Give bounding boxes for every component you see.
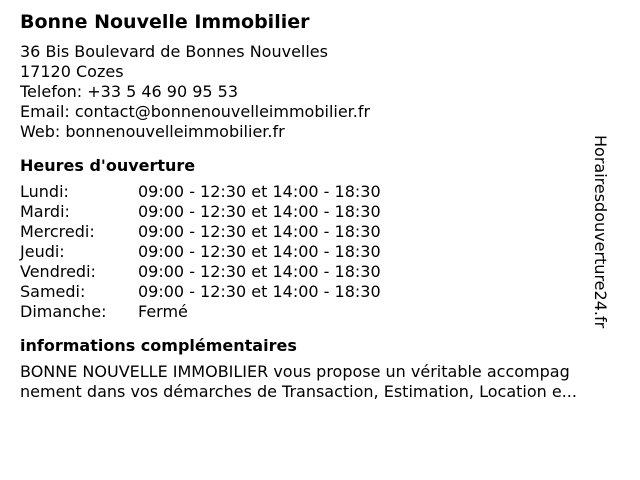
- info-heading: informations complémentaires: [20, 336, 297, 355]
- info-description-line: BONNE NOUVELLE IMMOBILIER vous propose un véritable accompag: [20, 362, 570, 381]
- hours-heading: Heures d'ouverture: [20, 156, 196, 175]
- hours-row-thursday: [20, 242, 620, 262]
- address-line2: 17120 Cozes: [20, 62, 124, 81]
- hours-day: Jeudi:: [20, 242, 65, 261]
- address-line1: 36 Bis Boulevard de Bonnes Nouvelles: [20, 42, 328, 61]
- hours-time: 09:00 - 12:30 et 14:00 - 18:30: [138, 222, 381, 241]
- hours-row-wednesday: [20, 222, 620, 242]
- hours-day: Samedi:: [20, 282, 86, 301]
- hours-time: Fermé: [138, 302, 188, 321]
- hours-row-sunday: [20, 302, 620, 322]
- hours-row-friday: [20, 262, 620, 282]
- hours-time: 09:00 - 12:30 et 14:00 - 18:30: [138, 202, 381, 221]
- business-card: [20, 10, 620, 402]
- site-watermark: Horairesdouverture24.fr: [591, 135, 610, 329]
- info-description: [20, 362, 620, 402]
- hours-table: [20, 182, 620, 322]
- website: Web: bonnenouvelleimmobilier.fr: [20, 122, 285, 141]
- info-description-line: nement dans vos démarches de Transaction, Estimation, Location e...: [20, 382, 577, 401]
- hours-day: Dimanche:: [20, 302, 107, 321]
- hours-day: Lundi:: [20, 182, 69, 201]
- hours-day: Vendredi:: [20, 262, 96, 281]
- hours-time: 09:00 - 12:30 et 14:00 - 18:30: [138, 242, 381, 261]
- business-name: Bonne Nouvelle Immobilier: [20, 11, 310, 33]
- phone: Telefon: +33 5 46 90 95 53: [20, 82, 239, 101]
- hours-time: 09:00 - 12:30 et 14:00 - 18:30: [138, 182, 381, 201]
- hours-day: Mercredi:: [20, 222, 95, 241]
- hours-time: 09:00 - 12:30 et 14:00 - 18:30: [138, 282, 381, 301]
- hours-row-saturday: [20, 282, 620, 302]
- hours-day: Mardi:: [20, 202, 70, 221]
- hours-row-monday: [20, 182, 620, 202]
- email: Email: contact@bonnenouvelleimmobilier.fr: [20, 102, 371, 121]
- hours-row-tuesday: [20, 202, 620, 222]
- hours-time: 09:00 - 12:30 et 14:00 - 18:30: [138, 262, 381, 281]
